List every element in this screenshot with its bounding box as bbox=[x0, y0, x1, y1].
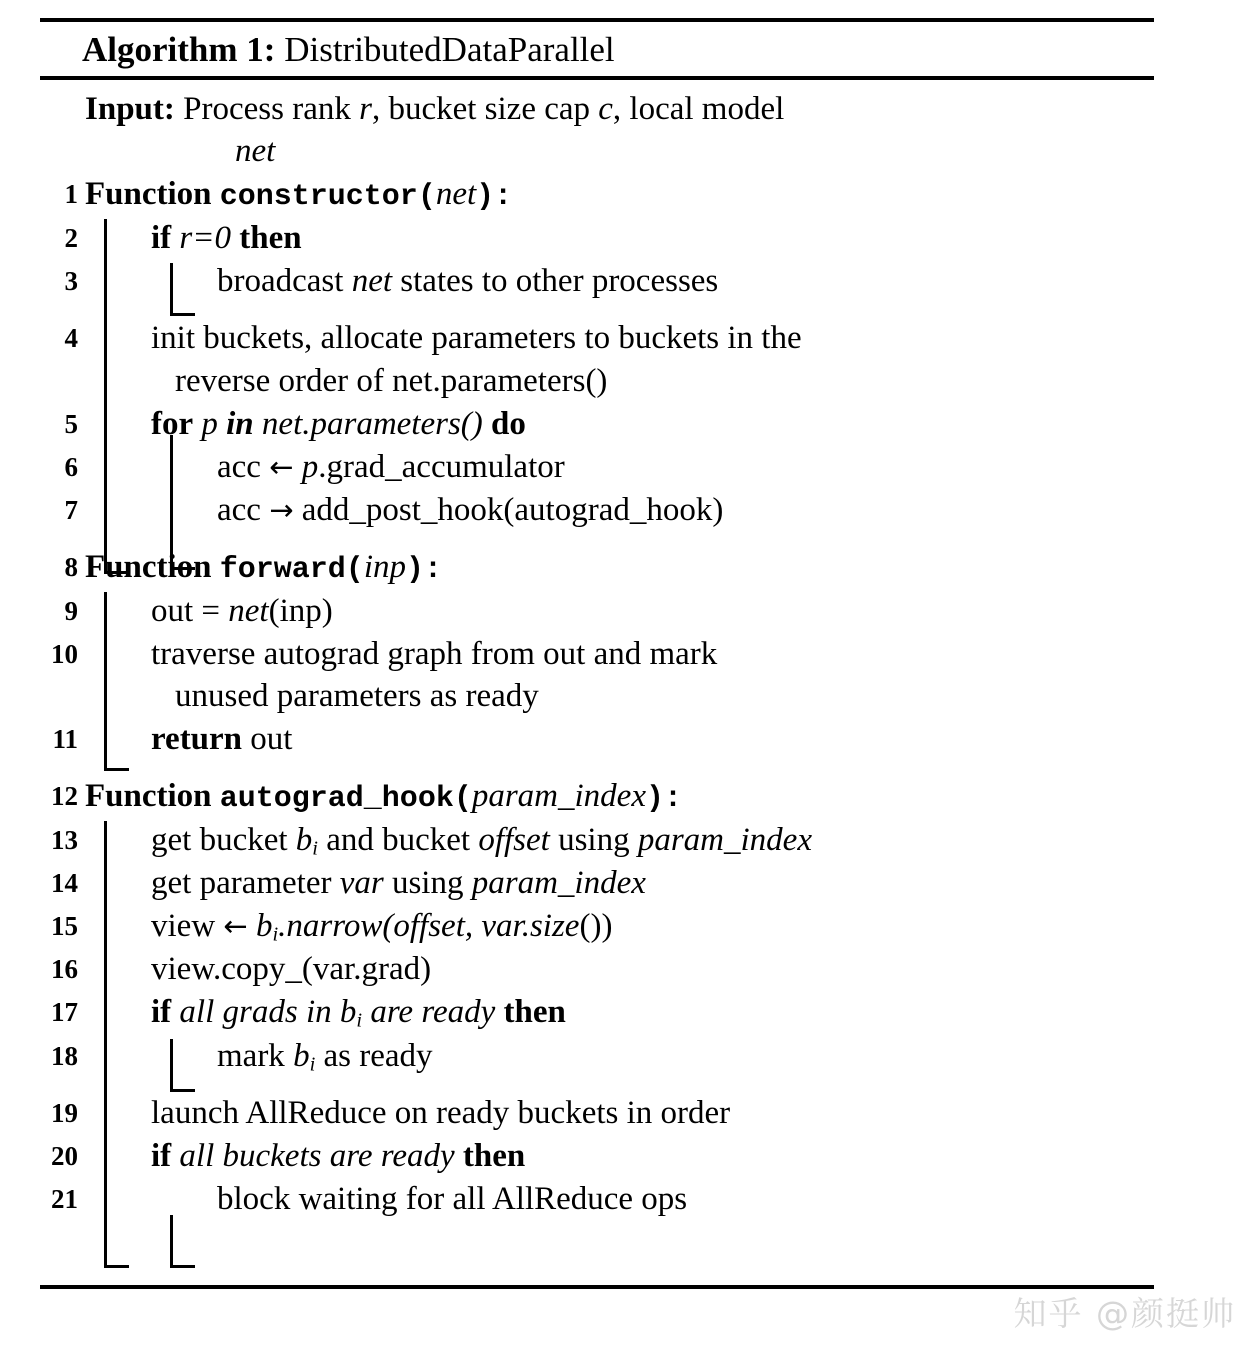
algo-line-6 bbox=[40, 446, 1154, 489]
line-number: 15 bbox=[51, 911, 78, 942]
line-text bbox=[85, 1092, 1154, 1135]
line-text bbox=[85, 446, 1154, 489]
line-text bbox=[85, 905, 1154, 948]
text-a: block waiting for all AllReduce ops bbox=[217, 1180, 688, 1217]
line-text bbox=[85, 718, 1154, 761]
text-a: acc bbox=[217, 448, 270, 485]
fn-tail: ): bbox=[405, 552, 442, 587]
bottom-rule bbox=[40, 1285, 1154, 1289]
text-em: net bbox=[228, 592, 269, 629]
text-em1: offset bbox=[393, 908, 465, 945]
fn-name: forward( bbox=[219, 552, 364, 587]
text-mid: , bbox=[464, 908, 482, 945]
line-text bbox=[85, 317, 1154, 403]
text-b: out bbox=[250, 721, 293, 758]
text-em: net bbox=[351, 262, 393, 299]
line-text bbox=[85, 590, 1154, 633]
left-arrow-icon: ← bbox=[223, 909, 248, 944]
kw-if: if bbox=[151, 994, 172, 1031]
text-a: launch AllReduce on ready buckets in order bbox=[151, 1094, 731, 1131]
line-number: 19 bbox=[51, 1097, 78, 1128]
line-number: 1 bbox=[64, 178, 78, 209]
algo-line-19 bbox=[40, 1092, 1154, 1135]
indent-bar-level2-if-buckets bbox=[170, 1215, 195, 1268]
line-number: 6 bbox=[64, 451, 78, 482]
input-text-2: , bucket size cap bbox=[371, 91, 599, 128]
kw-if: if bbox=[151, 219, 172, 256]
line-text bbox=[85, 489, 1154, 532]
kw-for: for bbox=[151, 405, 194, 442]
algorithm-body bbox=[40, 80, 1154, 1234]
input-label: Input: bbox=[85, 91, 175, 128]
line-number: 21 bbox=[51, 1183, 78, 1214]
loop-var: p bbox=[201, 405, 218, 442]
line-text bbox=[85, 546, 1154, 590]
text-a: init buckets, allocate parameters to buckets in the bbox=[151, 319, 802, 356]
fn-tail: ): bbox=[476, 179, 513, 214]
fn-arg: param_index bbox=[471, 778, 646, 815]
algo-line-17 bbox=[40, 991, 1154, 1034]
line-text bbox=[85, 1035, 1154, 1078]
var-p: p bbox=[301, 448, 319, 485]
loop-iterable: net.parameters() bbox=[261, 405, 483, 442]
algo-line-12 bbox=[40, 775, 1154, 819]
line-text bbox=[85, 217, 1154, 260]
line-text bbox=[85, 948, 1154, 991]
text-em1: var bbox=[339, 865, 384, 902]
algorithm-block bbox=[40, 18, 1154, 1235]
line-number: 14 bbox=[51, 868, 78, 899]
text-a: view bbox=[151, 908, 224, 945]
algo-line-2 bbox=[40, 217, 1154, 260]
fn-name: constructor( bbox=[219, 179, 436, 214]
line-text bbox=[85, 775, 1154, 819]
bucket-subscript: i bbox=[356, 1009, 363, 1032]
spacer bbox=[40, 761, 1154, 775]
line-number: 17 bbox=[51, 997, 78, 1028]
line-number: 16 bbox=[51, 954, 78, 985]
input-block bbox=[40, 88, 1154, 172]
bucket-base: b bbox=[339, 994, 357, 1031]
spacer bbox=[40, 532, 1154, 546]
algo-line-16 bbox=[40, 948, 1154, 991]
algo-line-15 bbox=[40, 905, 1154, 948]
text-b: .grad_accumulator bbox=[318, 448, 565, 485]
algo-line-5 bbox=[40, 403, 1154, 446]
line-text bbox=[85, 260, 1154, 303]
kw-if: if bbox=[151, 1137, 172, 1174]
algo-line-13 bbox=[40, 819, 1154, 862]
algo-line-18 bbox=[40, 1035, 1154, 1078]
line-text bbox=[85, 633, 1154, 719]
text-a: view.copy_(var.grad) bbox=[151, 951, 432, 988]
algorithm-caption bbox=[40, 22, 1154, 76]
text-b: as ready bbox=[315, 1037, 433, 1074]
text-a: acc bbox=[217, 491, 270, 528]
bucket-subscript: i bbox=[309, 1053, 316, 1076]
line-text bbox=[85, 1135, 1154, 1178]
algo-line-3 bbox=[40, 260, 1154, 303]
kw-then: then bbox=[462, 1137, 526, 1174]
line-number: 11 bbox=[52, 724, 78, 755]
bucket-base: b bbox=[293, 1037, 310, 1074]
line-number: 10 bbox=[51, 638, 78, 669]
line-number: 9 bbox=[64, 595, 78, 626]
line-number: 13 bbox=[51, 825, 78, 856]
text-b: add_post_hook(autograd_hook) bbox=[293, 491, 724, 528]
line-number: 2 bbox=[64, 222, 78, 253]
algo-line-1 bbox=[40, 173, 1154, 217]
line-number: 20 bbox=[51, 1140, 78, 1171]
watermark: 知乎 @颜挺帅 bbox=[1013, 1294, 1236, 1333]
kw-then: then bbox=[503, 994, 566, 1031]
input-text-1: Process rank bbox=[183, 91, 360, 128]
line-text bbox=[85, 991, 1154, 1034]
text-a: out = bbox=[151, 592, 229, 629]
kw-do: do bbox=[491, 405, 526, 442]
line-text bbox=[85, 1178, 1154, 1221]
text-tail: ()) bbox=[579, 908, 613, 945]
text-em2: param_index bbox=[471, 865, 646, 902]
algo-line-9 bbox=[40, 590, 1154, 633]
text-b: (inp) bbox=[268, 592, 333, 629]
algo-line-8 bbox=[40, 546, 1154, 590]
method-narrow: .narrow( bbox=[278, 908, 394, 945]
line-text bbox=[85, 862, 1154, 905]
input-continuation: net bbox=[235, 133, 276, 170]
algo-line-11 bbox=[40, 718, 1154, 761]
text-continuation: reverse order of net.parameters() bbox=[175, 362, 608, 399]
kw-in: in bbox=[226, 405, 254, 442]
bucket-base: b bbox=[255, 908, 273, 945]
kw-then: then bbox=[239, 219, 302, 256]
text-a: get parameter bbox=[151, 865, 340, 902]
input-var-c: c bbox=[598, 91, 613, 128]
text-c: using bbox=[549, 822, 638, 859]
fn-tail: ): bbox=[645, 782, 682, 817]
line-number: 7 bbox=[64, 494, 78, 525]
algo-line-14 bbox=[40, 862, 1154, 905]
cond-b: are ready bbox=[362, 994, 496, 1031]
text-a: traverse autograd graph from out and mark bbox=[151, 635, 718, 672]
algo-line-10 bbox=[40, 633, 1154, 719]
kw-return: return bbox=[151, 721, 243, 758]
spacer bbox=[40, 303, 1154, 317]
text-a: get bucket bbox=[151, 822, 296, 859]
line-number: 4 bbox=[64, 322, 78, 353]
line-number: 3 bbox=[64, 265, 78, 296]
text-b: and bucket bbox=[317, 822, 479, 859]
caption-label: Algorithm 1: bbox=[82, 30, 276, 69]
text-continuation: unused parameters as ready bbox=[175, 678, 539, 715]
left-arrow-icon: ← bbox=[269, 449, 294, 484]
text-em1: offset bbox=[478, 822, 550, 859]
text-b: using bbox=[383, 865, 472, 902]
if-condition: all buckets are ready bbox=[179, 1137, 455, 1174]
function-forward-group bbox=[40, 546, 1154, 776]
text-a: broadcast bbox=[217, 262, 352, 299]
function-constructor-group bbox=[40, 173, 1154, 546]
function-autograd-hook-group bbox=[40, 775, 1154, 1220]
text-em2: param_index bbox=[637, 822, 812, 859]
kw-function: Function bbox=[85, 778, 212, 815]
line-text bbox=[85, 173, 1154, 217]
right-arrow-icon: → bbox=[269, 492, 294, 527]
line-number: 18 bbox=[51, 1040, 78, 1071]
fn-arg: inp bbox=[363, 548, 406, 585]
line-number: 12 bbox=[51, 781, 78, 812]
algo-line-21 bbox=[40, 1178, 1154, 1221]
line-text bbox=[85, 403, 1154, 446]
text-b: states to other processes bbox=[392, 262, 719, 299]
line-number: 8 bbox=[64, 551, 78, 582]
algo-line-4 bbox=[40, 317, 1154, 403]
text-em2: var.size bbox=[481, 908, 580, 945]
if-condition: r=0 bbox=[179, 219, 232, 256]
bucket-subscript: i bbox=[272, 923, 279, 946]
line-text bbox=[85, 819, 1154, 862]
input-var-r: r bbox=[359, 91, 372, 128]
caption-name: DistributedDataParallel bbox=[284, 30, 615, 69]
fn-name: autograd_hook( bbox=[219, 782, 472, 817]
bucket-base: b bbox=[295, 822, 313, 859]
input-text-3: , local model bbox=[612, 91, 785, 128]
bucket-subscript: i bbox=[312, 837, 318, 860]
kw-function: Function bbox=[85, 175, 212, 212]
kw-function: Function bbox=[85, 548, 212, 585]
line-number: 5 bbox=[64, 408, 78, 439]
algo-line-7 bbox=[40, 489, 1154, 532]
spacer bbox=[40, 1078, 1154, 1092]
fn-arg: net bbox=[435, 175, 477, 212]
text-a: mark bbox=[217, 1037, 294, 1074]
algo-line-20 bbox=[40, 1135, 1154, 1178]
cond-a: all grads in bbox=[179, 994, 340, 1031]
